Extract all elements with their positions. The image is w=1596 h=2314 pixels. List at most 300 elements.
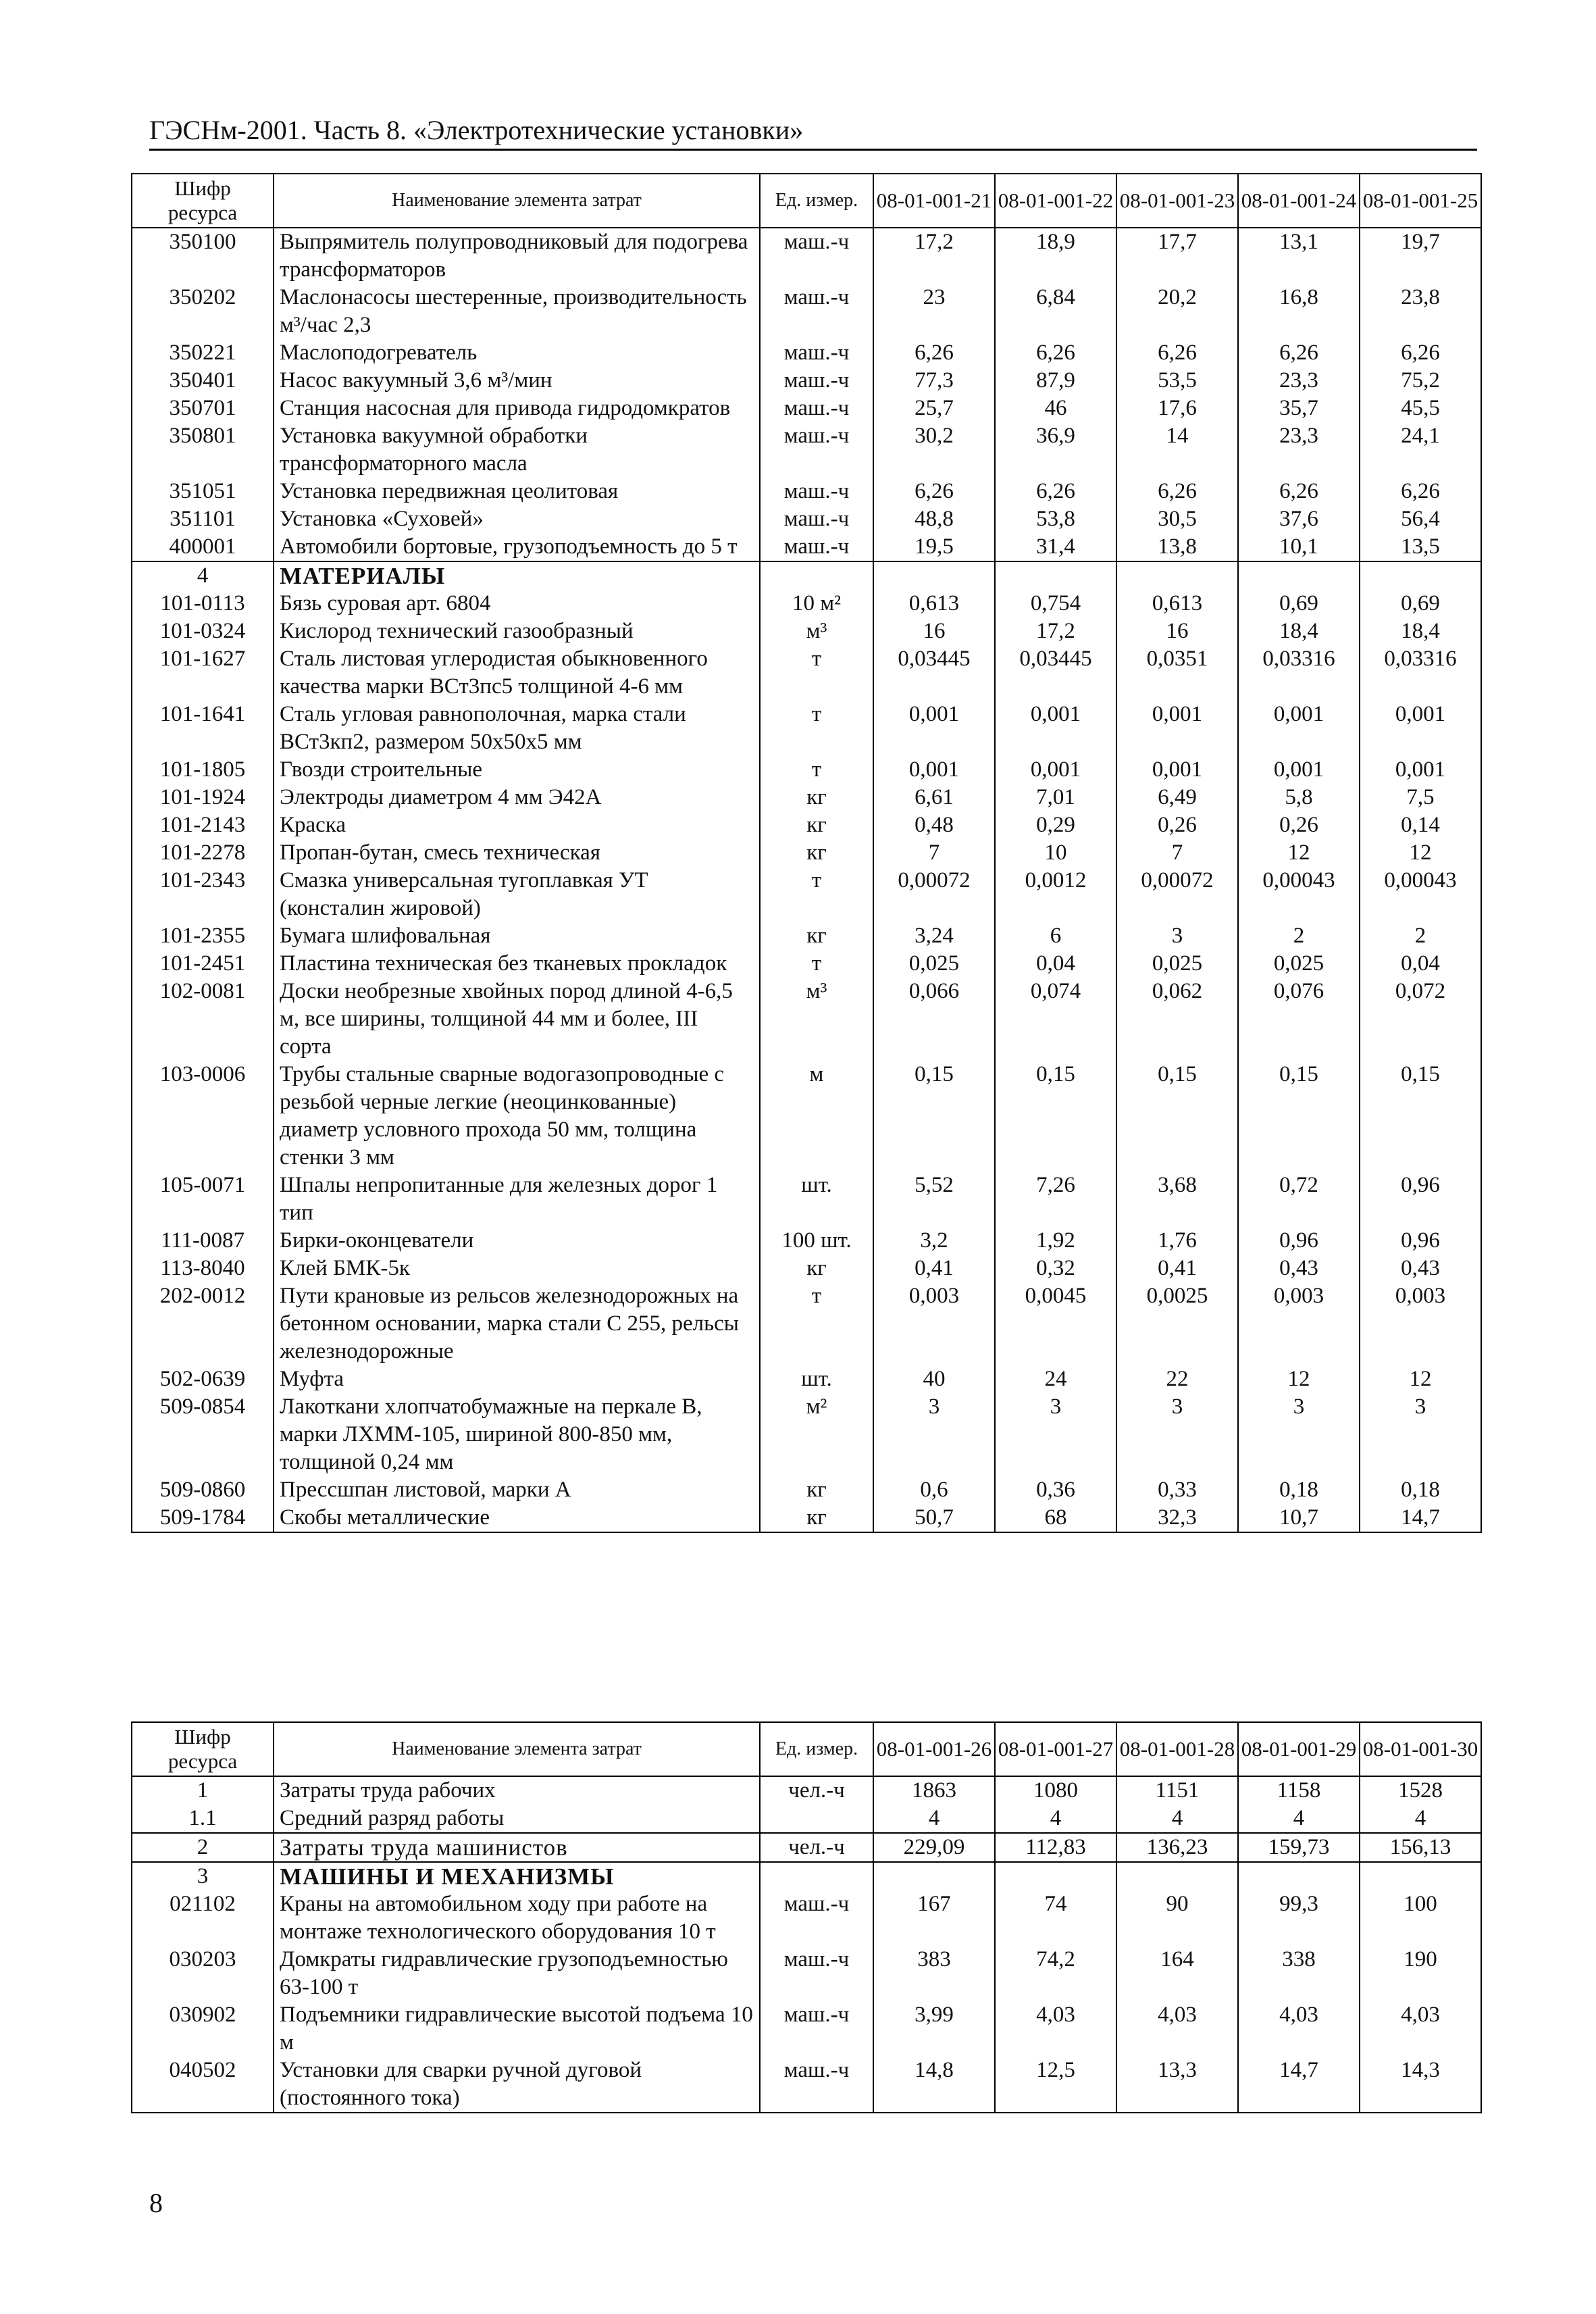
value-col-3: 32,3 (1116, 1504, 1238, 1532)
resource-name: Маслонасосы шестеренные, производительность м³/час 2,3 (274, 284, 760, 339)
resource-name: Гвозди строительные (274, 756, 760, 784)
value-col-2: 0,03445 (995, 645, 1116, 701)
value-col-2: 74 (995, 1890, 1116, 1946)
resource-name: Насос вакуумный 3,6 м³/мин (274, 367, 760, 395)
value-col-2: 18,9 (995, 228, 1116, 284)
unit: маш.-ч (760, 2057, 873, 2113)
value-col-1: 0,025 (873, 950, 995, 978)
value-col-5: 3 (1360, 1393, 1481, 1476)
value-col-4: 0,96 (1238, 1227, 1360, 1255)
unit (760, 1862, 873, 1890)
value-col-4: 16,8 (1238, 284, 1360, 339)
value-col-4: 0,076 (1238, 978, 1360, 1061)
table-row (132, 1255, 1481, 1282)
resource-name: Установка передвижная цеолитовая (274, 478, 760, 505)
value-col-5: 0,001 (1360, 701, 1481, 756)
value-col-4: 0,15 (1238, 1061, 1360, 1172)
value-col-1: 0,001 (873, 756, 995, 784)
header-unit: Ед. измер. (760, 174, 873, 228)
section-row (132, 561, 1481, 590)
resource-name: Доски необрезные хвойных пород длиной 4-6,5 м, все ширины, толщиной 44 мм и более, III сорта (274, 978, 760, 1061)
resource-name: Бязь суровая арт. 6804 (274, 590, 760, 618)
value-col-5: 23,8 (1360, 284, 1481, 339)
value-col-3: 7 (1116, 839, 1238, 867)
value-col-2: 53,8 (995, 505, 1116, 533)
resource-code: 102-0081 (132, 978, 274, 1061)
value-col-2: 10 (995, 839, 1116, 867)
value-col-4: 0,69 (1238, 590, 1360, 618)
value-col-4: 37,6 (1238, 505, 1360, 533)
unit: кг (760, 1476, 873, 1504)
resource-code: 509-1784 (132, 1504, 274, 1532)
table-row (132, 1776, 1481, 1805)
value-col-2: 0,001 (995, 701, 1116, 756)
page-header: ГЭСНм-2001. Часть 8. «Электротехнические установки» (149, 114, 1477, 151)
unit: кг (760, 922, 873, 950)
resource-name: Краска (274, 811, 760, 839)
resource-code: 101-2355 (132, 922, 274, 950)
resource-code: 350801 (132, 422, 274, 478)
table-row (132, 228, 1481, 284)
value-col-3: 3 (1116, 922, 1238, 950)
header-col-3: 08-01-001-28 (1116, 1722, 1238, 1776)
value-col-5: 0,14 (1360, 811, 1481, 839)
value-col-3: 0,001 (1116, 756, 1238, 784)
value-col-1: 14,8 (873, 2057, 995, 2113)
value-col-2: 17,2 (995, 618, 1116, 645)
value-col-3: 136,23 (1116, 1833, 1238, 1862)
value-col-3: 4,03 (1116, 2001, 1238, 2057)
value-col-3 (1116, 561, 1238, 590)
resource-code: 350100 (132, 228, 274, 284)
value-col-2: 3 (995, 1393, 1116, 1476)
unit: т (760, 950, 873, 978)
value-col-3: 0,00072 (1116, 867, 1238, 922)
resource-code: 350701 (132, 395, 274, 422)
value-col-3: 164 (1116, 1946, 1238, 2001)
resource-name: Выпрямитель полупроводниковый для подогрева трансформаторов (274, 228, 760, 284)
value-col-4: 0,26 (1238, 811, 1360, 839)
value-col-2: 0,074 (995, 978, 1116, 1061)
resource-name: Маслоподогреватель (274, 339, 760, 367)
header-col-1: 08-01-001-21 (873, 174, 995, 228)
value-col-3: 1151 (1116, 1776, 1238, 1805)
resource-name: Установка вакуумной обработки трансформаторного масла (274, 422, 760, 478)
value-col-1: 0,03445 (873, 645, 995, 701)
value-col-2: 1,92 (995, 1227, 1116, 1255)
value-col-1: 3,2 (873, 1227, 995, 1255)
unit: маш.-ч (760, 339, 873, 367)
value-col-4: 0,03316 (1238, 645, 1360, 701)
value-col-3: 0,613 (1116, 590, 1238, 618)
value-col-4: 4 (1238, 1805, 1360, 1833)
value-col-4: 99,3 (1238, 1890, 1360, 1946)
value-col-5: 7,5 (1360, 784, 1481, 811)
value-col-5: 24,1 (1360, 422, 1481, 478)
value-col-2: 6,26 (995, 339, 1116, 367)
value-col-4: 18,4 (1238, 618, 1360, 645)
table-row (132, 395, 1481, 422)
resource-code: 101-1641 (132, 701, 274, 756)
resource-name: Подъемники гидравлические высотой подъема 10 м (274, 2001, 760, 2057)
value-col-2: 12,5 (995, 2057, 1116, 2113)
header-name: Наименование элемента затрат (274, 1722, 760, 1776)
table-row (132, 2057, 1481, 2113)
value-col-4: 3 (1238, 1393, 1360, 1476)
value-col-4: 12 (1238, 1365, 1360, 1393)
value-col-3: 6,49 (1116, 784, 1238, 811)
value-col-4 (1238, 561, 1360, 590)
value-col-2: 24 (995, 1365, 1116, 1393)
resource-name: Сталь листовая углеродистая обыкновенного качества марки ВСт3пс5 толщиной 4-6 мм (274, 645, 760, 701)
value-col-1: 0,00072 (873, 867, 995, 922)
table-row (132, 478, 1481, 505)
value-col-5: 0,15 (1360, 1061, 1481, 1172)
value-col-1 (873, 561, 995, 590)
unit: маш.-ч (760, 2001, 873, 2057)
value-col-4: 0,025 (1238, 950, 1360, 978)
value-col-4: 0,003 (1238, 1282, 1360, 1365)
resource-code: 1 (132, 1776, 274, 1805)
resource-code: 101-0324 (132, 618, 274, 645)
value-col-3: 17,6 (1116, 395, 1238, 422)
resource-code: 101-2278 (132, 839, 274, 867)
value-col-4: 10,1 (1238, 533, 1360, 561)
value-col-1: 167 (873, 1890, 995, 1946)
value-col-5: 6,26 (1360, 478, 1481, 505)
value-col-3: 0,26 (1116, 811, 1238, 839)
table-row (132, 839, 1481, 867)
value-col-4: 14,7 (1238, 2057, 1360, 2113)
resource-code: 030203 (132, 1946, 274, 2001)
value-col-3: 16 (1116, 618, 1238, 645)
value-col-2: 46 (995, 395, 1116, 422)
resource-code: 350221 (132, 339, 274, 367)
value-col-1: 48,8 (873, 505, 995, 533)
value-col-4: 4,03 (1238, 2001, 1360, 2057)
value-col-4: 6,26 (1238, 339, 1360, 367)
unit: кг (760, 1504, 873, 1532)
header-col-4: 08-01-001-24 (1238, 174, 1360, 228)
resource-name: Затраты труда рабочих (274, 1776, 760, 1805)
value-col-1: 229,09 (873, 1833, 995, 1862)
unit: чел.-ч (760, 1833, 873, 1862)
resource-code: 509-0854 (132, 1393, 274, 1476)
value-col-3: 30,5 (1116, 505, 1238, 533)
unit: кг (760, 839, 873, 867)
value-col-2: 6,26 (995, 478, 1116, 505)
value-col-2 (995, 561, 1116, 590)
value-col-2: 7,01 (995, 784, 1116, 811)
resource-code: 021102 (132, 1890, 274, 1946)
unit: м² (760, 1393, 873, 1476)
resource-code: 350401 (132, 367, 274, 395)
table-row (132, 533, 1481, 561)
value-col-1: 16 (873, 618, 995, 645)
value-col-1: 17,2 (873, 228, 995, 284)
table-row (132, 284, 1481, 339)
value-col-3: 0,001 (1116, 701, 1238, 756)
value-col-1: 30,2 (873, 422, 995, 478)
header-code: Шифр ресурса (132, 174, 274, 228)
value-col-5: 190 (1360, 1946, 1481, 2001)
value-col-4: 0,43 (1238, 1255, 1360, 1282)
value-col-5: 12 (1360, 839, 1481, 867)
resource-name: Лакоткани хлопчатобумажные на перкале В, марки ЛХММ-105, шириной 800-850 мм, толщиной 0,24 мм (274, 1393, 760, 1476)
resource-code: 101-2143 (132, 811, 274, 839)
value-col-1: 7 (873, 839, 995, 867)
value-col-3: 17,7 (1116, 228, 1238, 284)
value-col-1: 0,003 (873, 1282, 995, 1365)
value-col-3: 20,2 (1116, 284, 1238, 339)
resource-code: 350202 (132, 284, 274, 339)
value-col-2: 4 (995, 1805, 1116, 1833)
unit: маш.-ч (760, 284, 873, 339)
unit: маш.-ч (760, 1890, 873, 1946)
unit: маш.-ч (760, 533, 873, 561)
resource-table-1 (131, 173, 1482, 1533)
table-row (132, 1061, 1481, 1172)
unit: чел.-ч (760, 1776, 873, 1805)
value-col-4 (1238, 1862, 1360, 1890)
value-col-2: 6 (995, 922, 1116, 950)
resource-name: Сталь угловая равнополочная, марка стали ВСт3кп2, размером 50x50x5 мм (274, 701, 760, 756)
value-col-1: 4 (873, 1805, 995, 1833)
value-col-4: 5,8 (1238, 784, 1360, 811)
header-code: Шифр ресурса (132, 1722, 274, 1776)
value-col-4: 6,26 (1238, 478, 1360, 505)
resource-code: 351051 (132, 478, 274, 505)
table-row (132, 618, 1481, 645)
value-col-2: 0,29 (995, 811, 1116, 839)
value-col-3: 0,025 (1116, 950, 1238, 978)
resource-name: Шпалы непропитанные для железных дорог 1 тип (274, 1172, 760, 1227)
value-col-1: 0,6 (873, 1476, 995, 1504)
value-col-3: 6,26 (1116, 339, 1238, 367)
resource-code: 105-0071 (132, 1172, 274, 1227)
resource-name: Электроды диаметром 4 мм Э42А (274, 784, 760, 811)
value-col-5: 0,96 (1360, 1227, 1481, 1255)
value-col-1: 3,24 (873, 922, 995, 950)
value-col-5: 45,5 (1360, 395, 1481, 422)
value-col-2: 0,0012 (995, 867, 1116, 922)
value-col-5 (1360, 561, 1481, 590)
resource-code: 103-0006 (132, 1061, 274, 1172)
unit: т (760, 867, 873, 922)
value-col-5: 14,3 (1360, 2057, 1481, 2113)
value-col-2: 31,4 (995, 533, 1116, 561)
resource-code: 101-0113 (132, 590, 274, 618)
value-col-2: 4,03 (995, 2001, 1116, 2057)
value-col-2: 7,26 (995, 1172, 1116, 1227)
resource-code: 400001 (132, 533, 274, 561)
value-col-3: 0,33 (1116, 1476, 1238, 1504)
value-col-1: 6,26 (873, 478, 995, 505)
table-row (132, 701, 1481, 756)
value-col-5: 0,69 (1360, 590, 1481, 618)
table-row (132, 950, 1481, 978)
value-col-5: 100 (1360, 1890, 1481, 1946)
value-col-1: 6,26 (873, 339, 995, 367)
value-col-3: 3,68 (1116, 1172, 1238, 1227)
table-row (132, 2001, 1481, 2057)
header-col-4: 08-01-001-29 (1238, 1722, 1360, 1776)
resource-code: 101-1805 (132, 756, 274, 784)
value-col-1: 3 (873, 1393, 995, 1476)
value-col-1: 0,41 (873, 1255, 995, 1282)
value-col-2: 0,36 (995, 1476, 1116, 1504)
value-col-5: 0,072 (1360, 978, 1481, 1061)
unit: маш.-ч (760, 367, 873, 395)
unit: кг (760, 1255, 873, 1282)
value-col-5: 0,18 (1360, 1476, 1481, 1504)
value-col-3: 0,062 (1116, 978, 1238, 1061)
unit: кг (760, 811, 873, 839)
value-col-1: 23 (873, 284, 995, 339)
unit: м (760, 1061, 873, 1172)
header-col-2: 08-01-001-22 (995, 174, 1116, 228)
value-col-5: 1528 (1360, 1776, 1481, 1805)
value-col-5: 0,96 (1360, 1172, 1481, 1227)
value-col-3: 14 (1116, 422, 1238, 478)
value-col-4: 35,7 (1238, 395, 1360, 422)
table-row (132, 1504, 1481, 1532)
resource-name: Станция насосная для привода гидродомкратов (274, 395, 760, 422)
value-col-1: 77,3 (873, 367, 995, 395)
value-col-1: 1863 (873, 1776, 995, 1805)
value-col-4: 12 (1238, 839, 1360, 867)
value-col-3: 53,5 (1116, 367, 1238, 395)
value-col-5: 4,03 (1360, 2001, 1481, 2057)
unit: 100 шт. (760, 1227, 873, 1255)
value-col-5: 0,04 (1360, 950, 1481, 978)
table-row (132, 645, 1481, 701)
value-col-2 (995, 1862, 1116, 1890)
table-row (132, 1476, 1481, 1504)
resource-name: Автомобили бортовые, грузоподъемность до 5 т (274, 533, 760, 561)
resource-name: Скобы металлические (274, 1504, 760, 1532)
table-row (132, 1282, 1481, 1365)
resource-code: 502-0639 (132, 1365, 274, 1393)
value-col-5: 0,001 (1360, 756, 1481, 784)
header-col-5: 08-01-001-30 (1360, 1722, 1481, 1776)
value-col-2: 0,001 (995, 756, 1116, 784)
resource-name: Установка «Суховей» (274, 505, 760, 533)
unit: шт. (760, 1172, 873, 1227)
resource-name: Затраты труда машинистов (274, 1833, 760, 1862)
unit: т (760, 701, 873, 756)
unit: маш.-ч (760, 395, 873, 422)
resource-code: 113-8040 (132, 1255, 274, 1282)
table-row (132, 811, 1481, 839)
value-col-2: 0,32 (995, 1255, 1116, 1282)
value-col-2: 112,83 (995, 1833, 1116, 1862)
value-col-4: 23,3 (1238, 422, 1360, 478)
table-row (132, 867, 1481, 922)
resource-code: 040502 (132, 2057, 274, 2113)
header-col-2: 08-01-001-27 (995, 1722, 1116, 1776)
resource-name: Бумага шлифовальная (274, 922, 760, 950)
resource-code: 4 (132, 561, 274, 590)
unit: т (760, 645, 873, 701)
unit: маш.-ч (760, 422, 873, 478)
resource-name: Муфта (274, 1365, 760, 1393)
value-col-4: 0,001 (1238, 701, 1360, 756)
value-col-1: 5,52 (873, 1172, 995, 1227)
resource-name: Смазка универсальная тугоплавкая УТ (консталин жировой) (274, 867, 760, 922)
value-col-4: 0,00043 (1238, 867, 1360, 922)
value-col-4: 1158 (1238, 1776, 1360, 1805)
resource-code: 101-1627 (132, 645, 274, 701)
resource-code: 351101 (132, 505, 274, 533)
resource-name: Установки для сварки ручной дуговой (постоянного тока) (274, 2057, 760, 2113)
value-col-3 (1116, 1862, 1238, 1890)
resource-table-2 (131, 1721, 1482, 2113)
header-name: Наименование элемента затрат (274, 174, 760, 228)
table-row (132, 1805, 1481, 1833)
value-col-5: 14,7 (1360, 1504, 1481, 1532)
value-col-3: 1,76 (1116, 1227, 1238, 1255)
value-col-5: 0,00043 (1360, 867, 1481, 922)
table-row (132, 922, 1481, 950)
value-col-5: 4 (1360, 1805, 1481, 1833)
value-col-5: 0,003 (1360, 1282, 1481, 1365)
section-row (132, 1862, 1481, 1890)
value-col-3: 0,15 (1116, 1061, 1238, 1172)
resource-code: 101-2451 (132, 950, 274, 978)
value-col-5: 12 (1360, 1365, 1481, 1393)
header-unit: Ед. измер. (760, 1722, 873, 1776)
resource-code: 3 (132, 1862, 274, 1890)
resource-code: 202-0012 (132, 1282, 274, 1365)
table-row (132, 978, 1481, 1061)
section-row (132, 1833, 1481, 1862)
value-col-5: 13,5 (1360, 533, 1481, 561)
value-col-2: 36,9 (995, 422, 1116, 478)
resource-code: 1.1 (132, 1805, 274, 1833)
resource-code: 030902 (132, 2001, 274, 2057)
value-col-2: 0,0045 (995, 1282, 1116, 1365)
value-col-3: 13,8 (1116, 533, 1238, 561)
value-col-1: 25,7 (873, 395, 995, 422)
resource-code: 101-1924 (132, 784, 274, 811)
value-col-3: 0,41 (1116, 1255, 1238, 1282)
resource-name: Кислород технический газообразный (274, 618, 760, 645)
unit: м³ (760, 978, 873, 1061)
value-col-4: 0,18 (1238, 1476, 1360, 1504)
value-col-1: 19,5 (873, 533, 995, 561)
resource-code: 509-0860 (132, 1476, 274, 1504)
value-col-3: 13,3 (1116, 2057, 1238, 2113)
unit: 10 м² (760, 590, 873, 618)
value-col-2: 68 (995, 1504, 1116, 1532)
value-col-1: 0,48 (873, 811, 995, 839)
value-col-4: 2 (1238, 922, 1360, 950)
value-col-1: 0,15 (873, 1061, 995, 1172)
value-col-1 (873, 1862, 995, 1890)
unit: маш.-ч (760, 478, 873, 505)
unit: маш.-ч (760, 228, 873, 284)
unit: м³ (760, 618, 873, 645)
value-col-2: 87,9 (995, 367, 1116, 395)
unit (760, 561, 873, 590)
table-row (132, 505, 1481, 533)
resource-name: МАШИНЫ И МЕХАНИЗМЫ (274, 1862, 760, 1890)
value-col-2: 74,2 (995, 1946, 1116, 2001)
resource-name: Клей БМК-5к (274, 1255, 760, 1282)
unit: маш.-ч (760, 505, 873, 533)
value-col-3: 4 (1116, 1805, 1238, 1833)
